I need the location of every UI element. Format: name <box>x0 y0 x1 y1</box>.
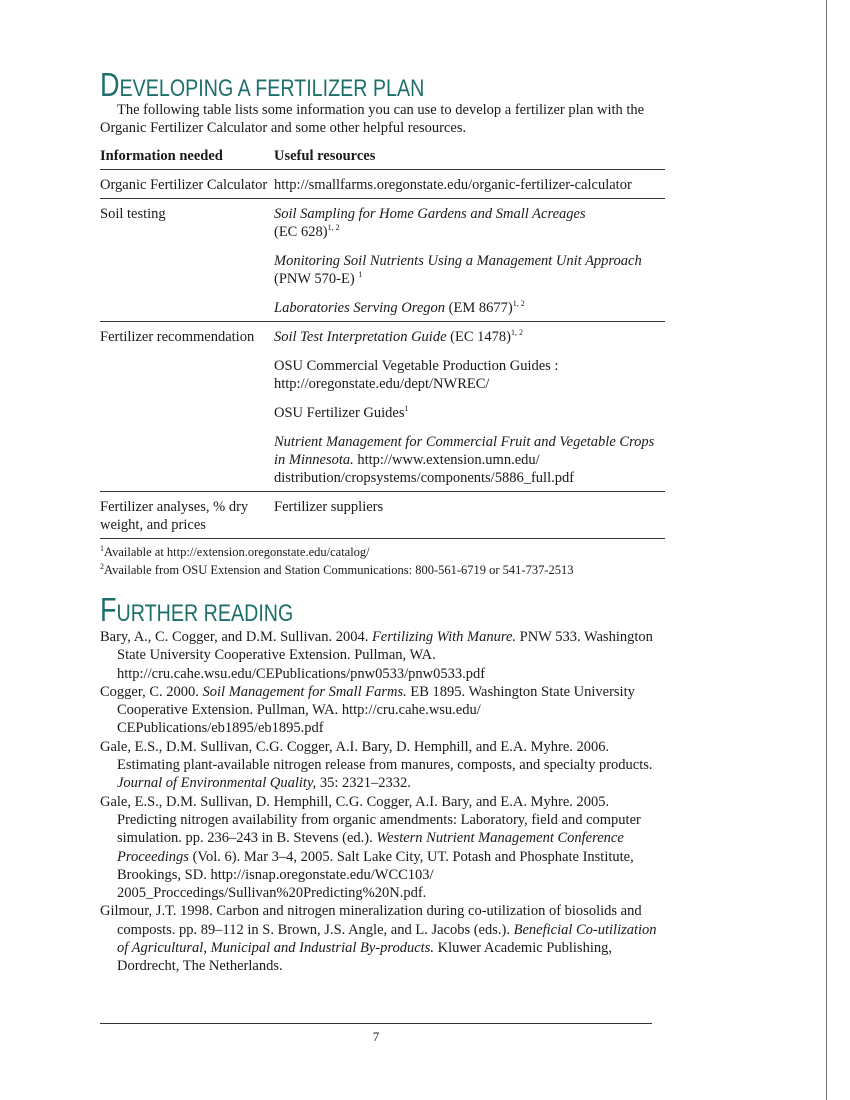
page-number: 7 <box>372 1029 380 1044</box>
resource-cell <box>274 170 665 199</box>
reference-item: Gale, E.S., D.M. Sullivan, C.G. Cogger, A.I. Bary, D. Hemphill, and E.A. Myhre. 2006. Estimating plant-available nitrogen release from manures, composts, and specialty products. Journal of Environmental Quality, 35: 2321–2332. <box>100 738 653 792</box>
reference-title: Fertilizing With Manure. <box>371 629 517 645</box>
resource-item <box>274 404 665 422</box>
resource-text: OSU Fertilizer Guides <box>274 405 405 421</box>
table-row <box>100 322 665 492</box>
info-cell: Fertilizer analyses, % dry weight, and prices <box>100 492 274 539</box>
table-row <box>100 170 665 199</box>
resource-code: (EC 628) <box>274 224 328 240</box>
resource-title: Soil Sampling for Home Gardens and Small Acreages <box>274 206 586 222</box>
resource-item <box>274 299 665 317</box>
resource-item <box>274 433 665 487</box>
resource-item <box>274 328 665 346</box>
page-content <box>100 60 665 976</box>
reference-title: Beneficial Co-utilization of Agricultural, Municipal and Industrial By-products. <box>117 921 657 957</box>
footer-rule <box>100 1023 652 1024</box>
reference-item: Cogger, C. 2000. Soil Management for Small Farms. EB 1895. Washington State University Cooperative Extension. Pullman, WA. http://cru.cahe.wsu.edu/ CEPublications/eb1895/eb1895.pdf <box>100 683 635 737</box>
resource-title: Monitoring Soil Nutrients Using a Management Unit Approach <box>274 253 642 269</box>
reference-item: Gilmour, J.T. 1998. Carbon and nitrogen mineralization during co-utilization of biosolids and composts. pp. 89–112 in S. Brown, J.S. Angle, and L. Jacobs (eds.). Beneficial Co-utilization of Agricultural, Municipal and Industrial By-products. Kluwer Academic Publishing, Dordrecht, The Netherlands. <box>100 903 657 975</box>
resource-title: Nutrient Management for Commercial Fruit and Vegetable Crops in Minnesota. <box>274 434 655 468</box>
resource-code: (EM 8677) <box>448 300 513 316</box>
footnote-2 <box>100 561 665 579</box>
info-cell: Organic Fertilizer Calculator <box>100 170 274 199</box>
reference-title: Western Nutrient Management Conference Proceedings <box>117 830 624 865</box>
table-row <box>100 199 665 322</box>
footnote-marker: 1, 2 <box>512 299 525 309</box>
footnote-text: Available at http://extension.oregonstate.edu/catalog/ <box>104 545 370 559</box>
section-heading-fertilizer-plan: DEVELOPING A FERTILIZER PLAN <box>100 66 425 103</box>
info-cell: Fertilizer recommendation <box>100 322 274 492</box>
resource-title: Laboratories Serving Oregon <box>274 300 446 316</box>
col-header-information-needed: Information needed <box>100 147 274 170</box>
resource-code: (PNW 570-E) <box>274 271 355 287</box>
col-header-useful-resources: Useful resources <box>274 147 665 170</box>
resource-cell <box>274 322 665 492</box>
reference-item: Bary, A., C. Cogger, and D.M. Sullivan. 2004. Fertilizing With Manure. PNW 533. Washington State University Cooperative Extension. Pullman, WA. http://cru.cahe.wsu.edu/CEPublications/pnw0533/pnw0533.pdf <box>100 629 653 682</box>
info-cell: Soil testing <box>100 199 274 322</box>
resource-link[interactable]: http://smallfarms.oregonstate.edu/organic-fertilizer-calculator <box>274 177 632 193</box>
reference-list <box>100 628 665 976</box>
table-header-row <box>100 147 665 170</box>
footnote-marker: 1 <box>404 404 409 414</box>
resource-item <box>274 205 665 241</box>
resource-title: Soil Test Interpretation Guide <box>274 329 447 345</box>
reference-title: Journal of Environmental Quality, <box>117 775 317 792</box>
footnote-1 <box>100 543 665 561</box>
resource-item: OSU Commercial Vegetable Production Guides : http://oregonstate.edu/dept/NWREC/ <box>274 358 559 392</box>
footnote-marker: 1 <box>358 270 363 280</box>
resource-cell <box>274 492 665 539</box>
footnote-mark: 1 <box>100 543 104 553</box>
table-footnotes <box>100 543 665 579</box>
reference-title: Soil Management for Small Farms. <box>202 683 407 700</box>
resource-code: (EC 1478) <box>450 329 511 345</box>
intro-paragraph: The following table lists some information you can use to develop a fertilizer plan with the Organic Fertilizer Calculator and some other helpful resources. <box>100 102 645 136</box>
table-row <box>100 492 665 539</box>
page-edge-strip <box>826 0 850 1100</box>
resource-link[interactable]: http://www.extension.umn.edu/ distribution/cropsystems/components/5886_full.pdf <box>274 452 575 486</box>
footnote-marker: 1, 2 <box>510 328 523 338</box>
section-heading-further-reading: FURTHER READING <box>100 591 294 628</box>
reference-item: Gale, E.S., D.M. Sullivan, D. Hemphill, C.G. Cogger, A.I. Bary, and E.A. Myhre. 2005. Predicting nitrogen availability from organic amendments: Laboratory, field and computer simulation. pp. 236–243 in B. Stevens (ed.). Western Nutrient Management Conference Proceedings (Vol. 6). Mar 3–4, 2005. Salt Lake City, UT. Potash and Phosphate Institute, Brookings, SD. http://isnap.oregonstate.edu/WCC103/ 2005_Proccedings/Sullivan%20Predicting%20N.pdf. <box>100 793 641 902</box>
fertilizer-info-table <box>100 147 665 539</box>
resource-item: Fertilizer suppliers <box>274 499 384 515</box>
resource-cell <box>274 199 665 322</box>
footnote-mark: 2 <box>100 561 104 571</box>
resource-item <box>274 252 665 288</box>
footnote-text: Available from OSU Extension and Station Communications: 800-561-6719 or 541-737-2513 <box>104 563 574 577</box>
footnote-marker: 1, 2 <box>327 223 340 233</box>
